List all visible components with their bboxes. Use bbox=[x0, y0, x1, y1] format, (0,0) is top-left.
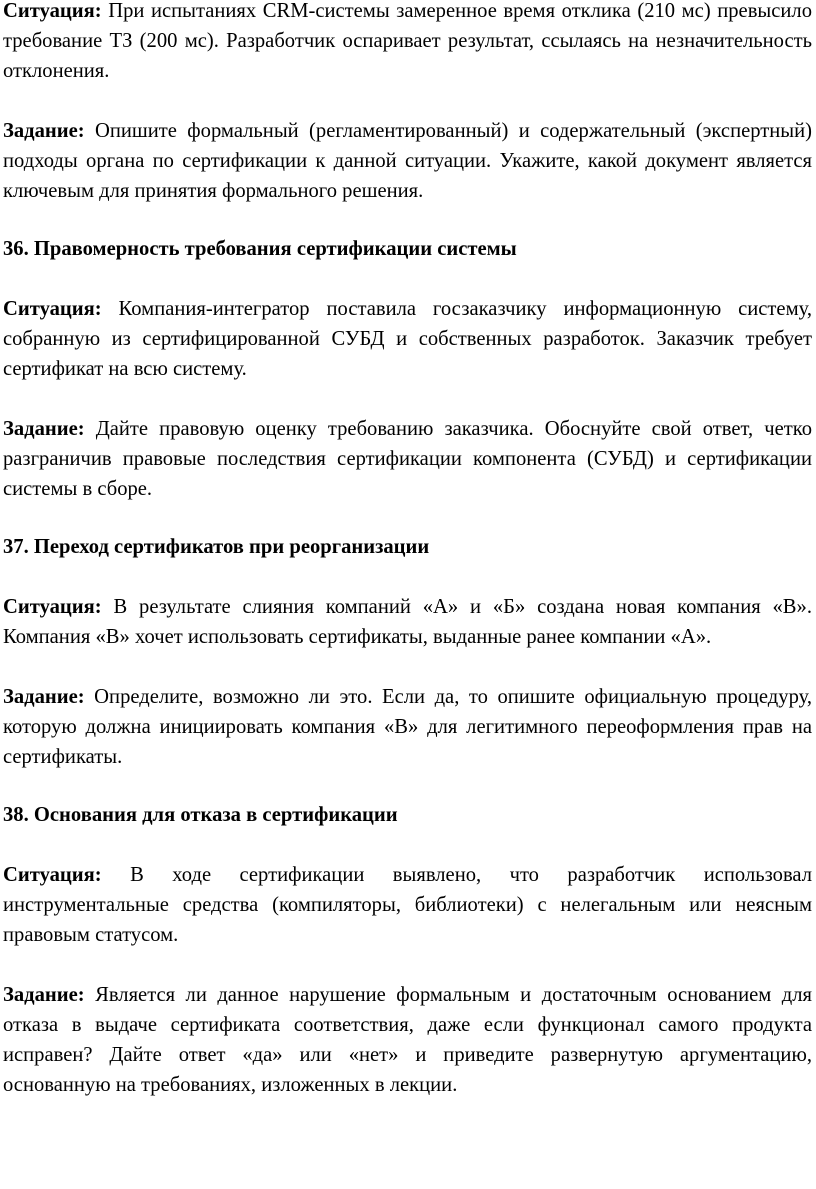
situation-text: В результате слияния компаний «А» и «Б» создана новая компания «В». Компания «В» хочет использовать сертификаты, выданные ранее компании «А». bbox=[3, 596, 812, 648]
task-text: Опишите формальный (регламентированный) и содержательный (экспертный) подходы органа по сертификации к данной ситуации. Укажите, какой документ является ключевым для принятия формального решения. bbox=[3, 120, 812, 202]
section-heading: 36. Правомерность требования сертификации системы bbox=[3, 238, 517, 260]
task-paragraph bbox=[3, 682, 812, 772]
task-paragraph bbox=[3, 980, 812, 1100]
task-text: Определите, возможно ли это. Если да, то опишите официальную процедуру, которую должна инициировать компания «В» для легитимного переоформления прав на сертификаты. bbox=[3, 686, 812, 768]
situation-label: Ситуация: bbox=[3, 298, 102, 320]
situation-label: Ситуация: bbox=[3, 596, 102, 618]
situation-label: Ситуация: bbox=[3, 864, 102, 886]
task-paragraph bbox=[3, 116, 812, 206]
section-heading: 37. Переход сертификатов при реорганизации bbox=[3, 536, 430, 558]
task-paragraph bbox=[3, 414, 812, 504]
task-label: Задание: bbox=[3, 418, 85, 440]
situation-paragraph bbox=[3, 592, 812, 652]
task-text: Дайте правовую оценку требованию заказчика. Обоснуйте свой ответ, четко разграничив правовые последствия сертификации компонента (СУБД) и сертификации системы в сборе. bbox=[3, 418, 812, 500]
situation-label: Ситуация: bbox=[3, 0, 102, 22]
situation-text: В ходе сертификации выявлено, что разработчик использовал инструментальные средства (компиляторы, библиотеки) с нелегальным или неясным правовым статусом. bbox=[3, 864, 812, 946]
situation-paragraph bbox=[3, 860, 812, 950]
task-text: Является ли данное нарушение формальным и достаточным основанием для отказа в выдаче сертификата соответствия, даже если функционал самого продукта исправен? Дайте ответ «да» или «нет» и приведите развернутую аргументацию, основанную на требованиях, изложенных в лекции. bbox=[3, 984, 812, 1096]
task-label: Задание: bbox=[3, 120, 85, 142]
situation-text: При испытаниях CRM-системы замеренное время отклика (210 мс) превысило требование ТЗ (200 мс). Разработчик оспаривает результат, ссылаясь на незначительность отклонения. bbox=[3, 0, 812, 82]
section-heading: 38. Основания для отказа в сертификации bbox=[3, 804, 398, 826]
situation-text: Компания-интегратор поставила госзаказчику информационную систему, собранную из сертифицированной СУБД и собственных разработок. Заказчик требует сертификат на всю систему. bbox=[3, 298, 812, 380]
task-label: Задание: bbox=[3, 984, 85, 1006]
task-label: Задание: bbox=[3, 686, 85, 708]
situation-paragraph bbox=[3, 294, 812, 384]
situation-paragraph bbox=[3, 0, 812, 86]
